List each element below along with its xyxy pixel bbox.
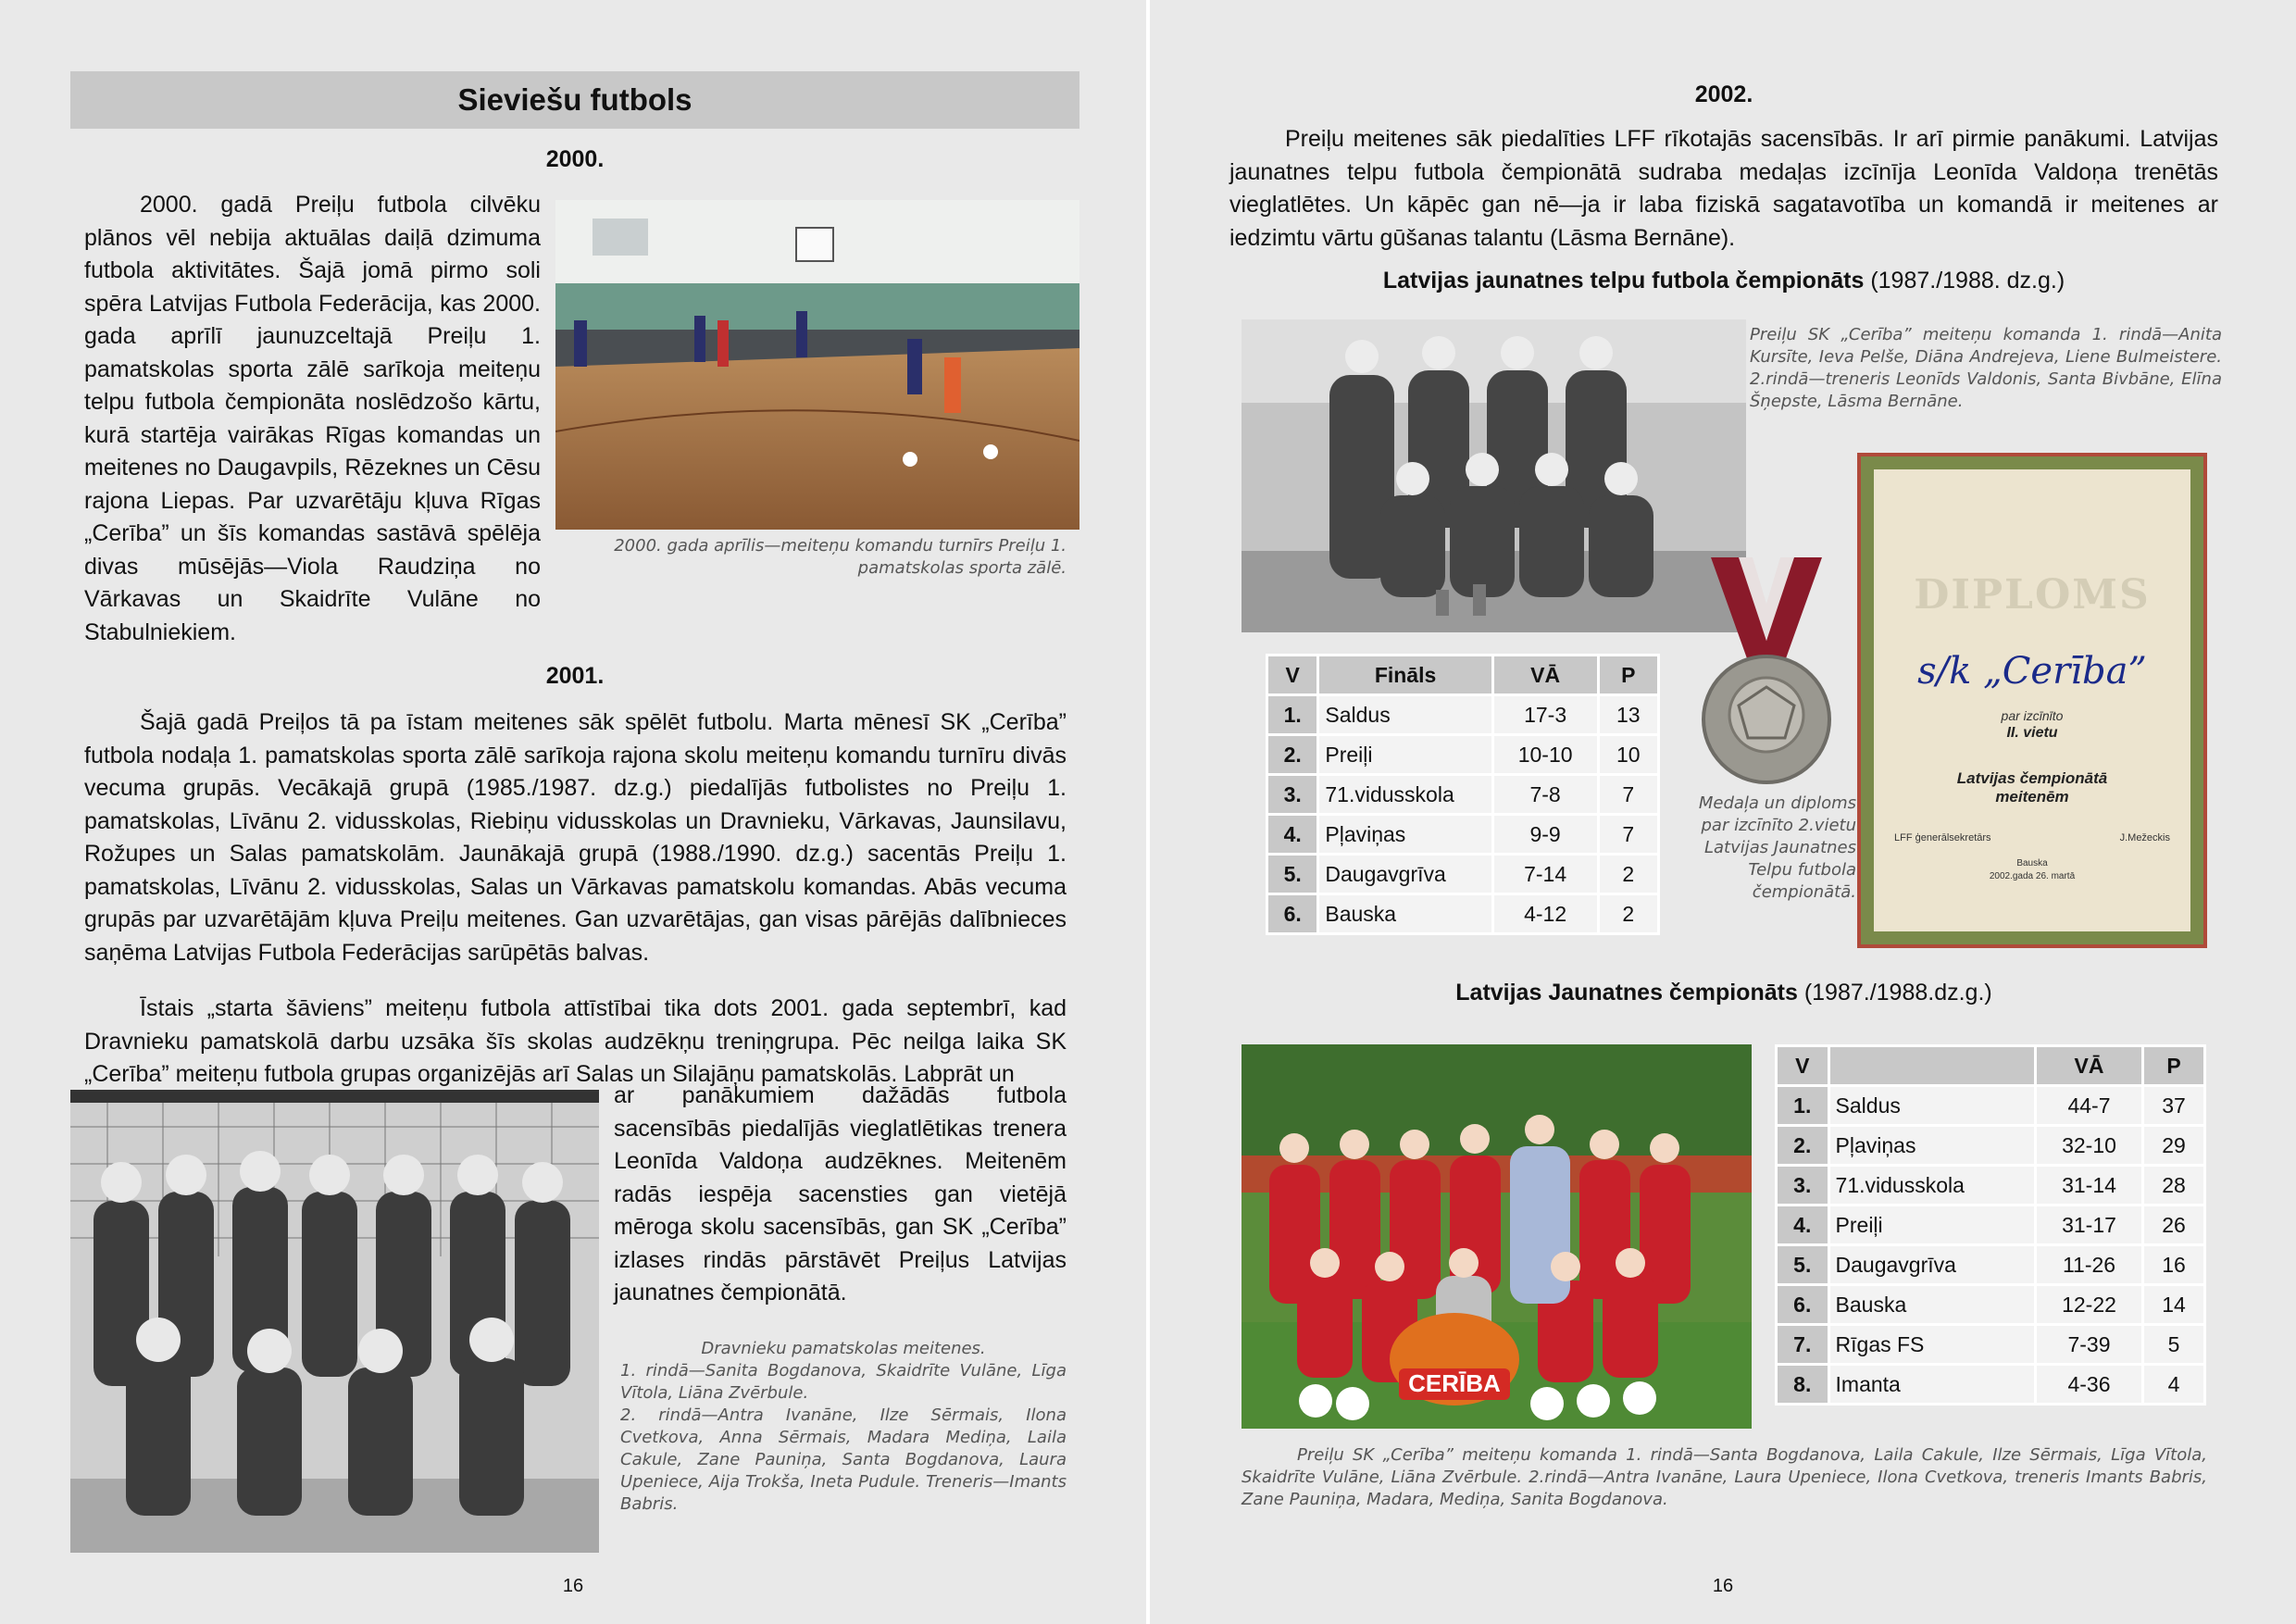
diploma-city: Bauska: [2016, 858, 2048, 868]
table-row: [1268, 816, 1657, 853]
photo-dravnieki-caption-title: Dravnieku pamatskolas meitenes.: [701, 1339, 986, 1358]
points-cell: 13: [1600, 696, 1657, 733]
points-cell: 10: [1600, 736, 1657, 773]
table-row: [1778, 1286, 2203, 1323]
diploma-signature-title: LFF ģenerālsekretārs: [1894, 832, 1991, 843]
place-cell: 5.: [1268, 856, 1316, 893]
team-cell: Bauska: [1319, 895, 1491, 932]
place-cell: 7.: [1778, 1326, 1828, 1363]
paragraph-2002: Preiļu meitenes sāk piedalīties LFF rīkotajās sacensībās. Ir arī pirmie panākumi. Latvijas jaunatnes telpu futbola čempionātā sudraba medaļas izcīnīja Leonīda Valdoņa trenētās vieglatlētes. Un kāpēc gan nē—ja ir laba fiziskā sagatavotība un komandā ir meitenes ar iedzimtu vārtu gūšanas talantu (Lāsma Bernāne).: [1229, 126, 2218, 251]
points-cell: 37: [2144, 1087, 2203, 1124]
chapter-heading: [70, 71, 1079, 129]
paragraph-2001-c: ar panākumiem dažādās futbola sacensībās piedalījās vieglatlētikas trenera Leonīda Valdoņa audzēknes. Meitenēm radās iespēja sacensties gan vietējā mēroga skolu sacensībās, gan SK „Cerība” izlases rindās pārstāvēt Preiļus Latvijas jaunatnes čempionātā.: [614, 1082, 1067, 1305]
place-cell: 5.: [1778, 1246, 1828, 1283]
place-cell: 1.: [1268, 696, 1316, 733]
team-cell: Saldus: [1830, 1087, 2034, 1124]
col-header-place: V: [1268, 656, 1316, 693]
place-cell: 6.: [1268, 895, 1316, 932]
photo-dravnieki-caption: [620, 1338, 1067, 1516]
goals-cell: 17-3: [1494, 696, 1597, 733]
goals-cell: 44-7: [2037, 1087, 2141, 1124]
goals-cell: 31-14: [2037, 1167, 2141, 1204]
points-cell: 28: [2144, 1167, 2203, 1204]
diploma-image: [1861, 456, 2203, 944]
diploma-signature-name: J.Mežeckis: [2119, 832, 2170, 843]
col-header-goals: VĀ: [2037, 1047, 2141, 1084]
table-header-row: [1778, 1047, 2203, 1084]
diploma-for-text: par izcīnīto: [2001, 708, 2064, 723]
paragraph-2001-a: Šajā gadā Preiļos tā pa īstam meitenes sāk spēlēt futbolu. Marta mēnesī SK „Cerība” futbola nodaļa 1. pamatskolas sporta zālē sarīkoja rajona skolu meiteņu komandu turnīru divās vecuma grupās. Vecākajā grupā (1985./1987. dz.g.) piedalījās futbolistes no Preiļu 1. pamatskolas, Līvānu 2. vidusskolas, Riebiņu vidusskolas un Dravnieku, Vārkavas, Jaunsilavu, Rožupes un Salas pamatskolām. Jaunākajā grupā (1988./1990. dz.g.) sacentās Preiļu 1. pamatskolas, Līvānu 2. vidusskolas, Salas un Vārkavas pamatskolu komandas. Abās vecuma grupās par uzvarētājām kļuva Preiļu meitenes. Gan uzvarētājas, gan visas pārējās dalībnieces saņēma Latvijas Futbola Federācijas sarūpētās balvas.: [84, 709, 1067, 966]
diploma-date: 2002.gada 26. martā: [1989, 871, 2076, 881]
team-cell: Saldus: [1319, 696, 1491, 733]
table-row: [1268, 776, 1657, 813]
table-row: [1268, 856, 1657, 893]
points-cell: 2: [1600, 856, 1657, 893]
place-cell: 3.: [1778, 1167, 1828, 1204]
chapter-heading-text: Sieviešu futbols: [457, 82, 693, 117]
team-cell: 71.vidusskola: [1319, 776, 1491, 813]
diploma-title: DIPLOMS: [1914, 571, 2151, 618]
goals-cell: 7-8: [1494, 776, 1597, 813]
table-row: [1268, 895, 1657, 932]
points-cell: 7: [1600, 816, 1657, 853]
youth-results-table: [1775, 1044, 2206, 1405]
goals-cell: 7-14: [1494, 856, 1597, 893]
points-cell: 2: [1600, 895, 1657, 932]
year-2000-heading: 2000.: [545, 146, 605, 172]
photo-dravnieki-caption-row1: 1. rindā—Sanita Bogdanova, Skaidrīte Vulāne, Līga Vītola, Liāna Zvērbule.: [620, 1361, 1067, 1403]
diploma-place: II. vietu: [2006, 725, 2058, 741]
points-cell: 5: [2144, 1326, 2203, 1363]
table-row: [1778, 1366, 2203, 1403]
team-cell: Imanta: [1830, 1366, 2034, 1403]
diploma-team-name: s/k „Cerība”: [1917, 650, 2147, 693]
team-cell: Rīgas FS: [1830, 1326, 2034, 1363]
place-cell: 8.: [1778, 1366, 1828, 1403]
team-cell: Preiļi: [1830, 1206, 2034, 1243]
goals-cell: 4-12: [1494, 895, 1597, 932]
photo-indoor-tournament: [555, 200, 1079, 530]
place-cell: 4.: [1778, 1206, 1828, 1243]
points-cell: 7: [1600, 776, 1657, 813]
table-row: [1778, 1246, 2203, 1283]
goals-cell: 9-9: [1494, 816, 1597, 853]
photo-indoor-team-caption: Preiļu SK „Cerība” meiteņu komanda 1. rindā—Anita Kursīte, Ieva Pelše, Diāna Andrejeva, Liene Bulmeistere. 2.rindā—treneris Leonīds Valdonis, Santa Bivbāne, Elīna Šņepste, Lāsma Bernāne.: [1750, 325, 2222, 411]
photo-outdoor-team-caption: Preiļu SK „Cerība” meiteņu komanda 1. rindā—Santa Bogdanova, Laila Cakule, Ilze Sērmais, Līga Vītola, Skaidrīte Vulāne, Liāna Zvērbule. 2.rindā—Antra Ivanāne, Laura Upeniece, Ilona Cvetkova, treneris Imants Babris, Zane Pauniņa, Madara, Mediņa, Sanita Bogdanova.: [1242, 1445, 2207, 1509]
table-row: [1268, 736, 1657, 773]
team-cell: Daugavgrīva: [1319, 856, 1491, 893]
indoor-championship-title: [1229, 268, 2218, 294]
indoor-championship-title-years: (1987./1988. dz.g.): [1870, 268, 2065, 294]
points-cell: 4: [2144, 1366, 2203, 1403]
table-row: [1778, 1206, 2203, 1243]
goals-cell: 7-39: [2037, 1326, 2141, 1363]
table-header-row: [1268, 656, 1657, 693]
indoor-results-table: [1266, 654, 1660, 935]
paragraph-2000: 2000. gadā Preiļu futbola cilvēku plānos vēl nebija aktuālas daiļā dzimuma futbola aktivitātes. Šajā jomā pirmo soli spēra Latvijas Futbola Federācija, kas 2000. gada aprīlī jaunuzceltajā Preiļu 1. pamatskolas sporta zālē sarīkoja meiteņu telpu futbola čempionāta noslēdzošo kārtu, kurā startēja vairākas Rīgas komandas un meitenes no Daugavpils, Rēzeknes un Cēsu rajona Liepas. Par uzvarētāju kļuva Rīgas „Cerība” un šīs komandas sastāvā spēlēja divas mūsējās—Viola Raudziņa no Vārkavas un Skaidrīte Vulāne no Stabulniekiem.: [84, 192, 541, 645]
team-cell: Pļaviņas: [1830, 1127, 2034, 1164]
place-cell: 6.: [1778, 1286, 1828, 1323]
place-cell: 3.: [1268, 776, 1316, 813]
right-page: [1150, 0, 2296, 1624]
col-header-team: [1830, 1047, 2034, 1084]
col-header-points: P: [1600, 656, 1657, 693]
place-cell: 2.: [1778, 1127, 1828, 1164]
place-cell: 1.: [1778, 1087, 1828, 1124]
medal-caption: Medaļa un diploms par izcīnīto 2.vietu Latvijas Jaunatnes Telpu futbola čempionātā.: [1698, 793, 1856, 902]
points-cell: 29: [2144, 1127, 2203, 1164]
table-row: [1778, 1127, 2203, 1164]
indoor-championship-title-bold: Latvijas jaunatnes telpu futbola čempionāts: [1382, 268, 1865, 294]
left-page: [0, 0, 1146, 1624]
col-header-place: V: [1778, 1047, 1828, 1084]
team-cell: Daugavgrīva: [1830, 1246, 2034, 1283]
table-row: [1778, 1087, 2203, 1124]
diploma-champ-line2: meitenēm: [1995, 788, 2069, 806]
silver-medal-image: [1674, 557, 1859, 789]
team-cell: Bauska: [1830, 1286, 2034, 1323]
banner-text: CERĪBA: [1408, 1369, 1501, 1397]
goals-cell: 11-26: [2037, 1246, 2141, 1283]
goals-cell: 4-36: [2037, 1366, 2141, 1403]
youth-championship-title: [1229, 980, 2218, 1006]
points-cell: 26: [2144, 1206, 2203, 1243]
col-header-team: Fināls: [1319, 656, 1491, 693]
goals-cell: 10-10: [1494, 736, 1597, 773]
right-page-number: 16: [1712, 1576, 1734, 1596]
col-header-points: P: [2144, 1047, 2203, 1084]
place-cell: 4.: [1268, 816, 1316, 853]
photo-dravnieki-caption-row2: 2. rindā—Antra Ivanāne, Ilze Sērmais, Ilona Cvetkova, Anna Sērmais, Madara Mediņa, Laila Cakule, Zane Pauniņa, Santa Bogdanova, Laura Upeniece, Aija Trokša, Ineta Pudule. Treneris—Imants Babris.: [620, 1405, 1067, 1514]
photo-indoor-caption: 2000. gada aprīlis—meiteņu komandu turnīrs Preiļu 1. pamatskolas sporta zālē.: [614, 536, 1067, 578]
team-cell: 71.vidusskola: [1830, 1167, 2034, 1204]
diploma-champ-line1: Latvijas čempionātā: [1956, 769, 2108, 787]
goals-cell: 12-22: [2037, 1286, 2141, 1323]
youth-championship-title-years: (1987./1988.dz.g.): [1803, 980, 1992, 1006]
place-cell: 2.: [1268, 736, 1316, 773]
table-row: [1268, 696, 1657, 733]
year-2001-heading: 2001.: [545, 663, 605, 689]
photo-dravnieki-team: [70, 1090, 599, 1553]
youth-championship-title-bold: Latvijas Jaunatnes čempionāts: [1455, 980, 1798, 1006]
team-cell: Pļaviņas: [1319, 816, 1491, 853]
year-2002-heading: 2002.: [1694, 81, 1753, 107]
points-cell: 16: [2144, 1246, 2203, 1283]
photo-indoor-team: [1242, 319, 1746, 632]
points-cell: 14: [2144, 1286, 2203, 1323]
team-cell: Preiļi: [1319, 736, 1491, 773]
table-row: [1778, 1326, 2203, 1363]
photo-outdoor-team: [1242, 1044, 1752, 1429]
left-page-number: 16: [562, 1576, 584, 1596]
col-header-goals: VĀ: [1494, 656, 1597, 693]
goals-cell: 32-10: [2037, 1127, 2141, 1164]
table-row: [1778, 1167, 2203, 1204]
goals-cell: 31-17: [2037, 1206, 2141, 1243]
paragraph-2001-b: Īstais „starta šāviens” meiteņu futbola attīstībai tika dots 2001. gada septembrī, kad Dravnieku pamatskolā darbu uzsāka šīs skolas audzēkņu treniņgrupa. Pēc neilga laika SK „Cerība” meiteņu futbola grupas organizējās arī Salas un Silajāņu pamatskolās. Labprāt un: [84, 995, 1067, 1087]
